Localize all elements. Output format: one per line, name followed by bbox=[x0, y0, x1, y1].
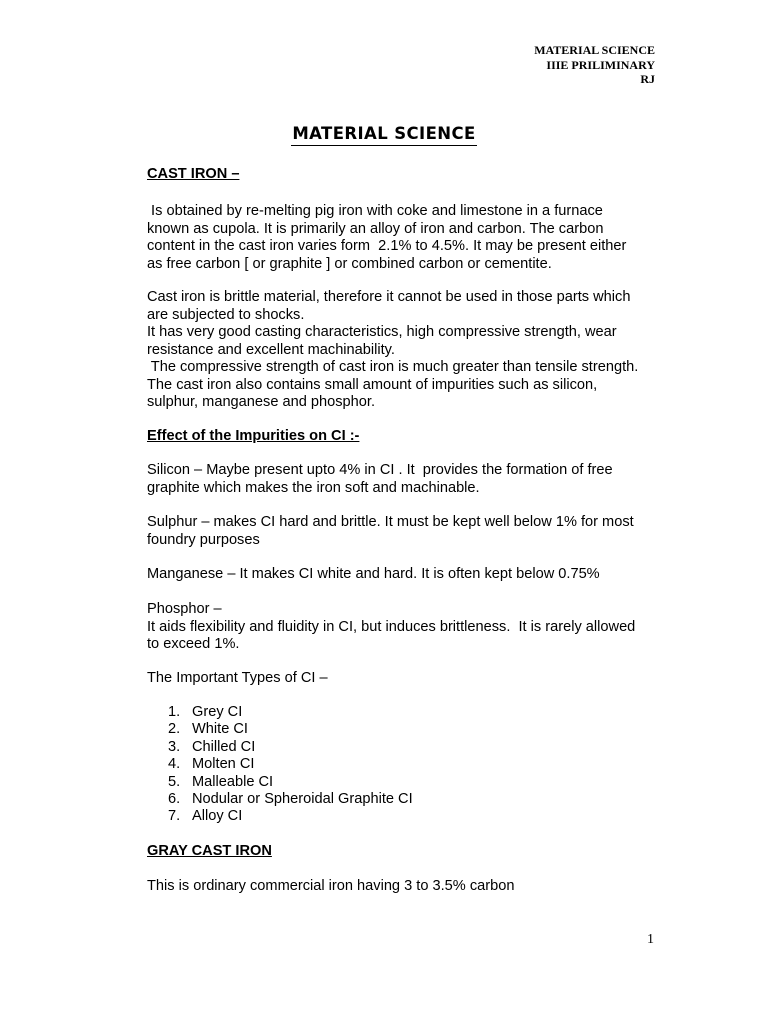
list-item-number: 5. bbox=[168, 773, 181, 790]
list-item-label: Malleable CI bbox=[192, 773, 274, 790]
types-list bbox=[168, 704, 413, 826]
header-line-3: RJ bbox=[640, 72, 655, 86]
intro-line-2: known as cupola. It is primarily an alloy of iron and carbon. The carbon bbox=[147, 220, 604, 237]
gray-cast-iron-heading: GRAY CAST IRON bbox=[147, 843, 272, 859]
list-item-label: White CI bbox=[192, 721, 248, 738]
list-item-number: 2. bbox=[168, 721, 181, 738]
gray-cast-iron-text: This is ordinary commercial iron having 3 to 3.5% carbon bbox=[147, 878, 515, 894]
page-title-text: MATERIAL SCIENCE bbox=[291, 124, 476, 146]
property-casting-line-1: It has very good casting characteristics, high compressive strength, wear bbox=[147, 324, 617, 340]
list-item bbox=[168, 756, 413, 773]
phosphor-title: Phosphor – bbox=[147, 601, 222, 617]
phosphor-line-1: It aids flexibility and fluidity in CI, but induces brittleness. It is rarely allowed bbox=[147, 618, 636, 635]
cast-iron-heading: CAST IRON – bbox=[147, 166, 240, 182]
list-item-number: 3. bbox=[168, 738, 181, 755]
page-title bbox=[0, 124, 768, 146]
intro-line-4: as free carbon [ or graphite ] or combined carbon or cementite. bbox=[147, 255, 552, 272]
manganese-paragraph: Manganese – It makes CI white and hard. It is often kept below 0.75% bbox=[147, 566, 600, 582]
property-casting-line-2: resistance and excellent machinability. bbox=[147, 341, 395, 358]
property-brittle-line-1: Cast iron is brittle material, therefore it cannot be used in those parts which bbox=[147, 289, 631, 305]
silicon-line-1: Silicon – Maybe present upto 4% in CI . It provides the formation of free bbox=[147, 462, 613, 478]
list-item-label: Grey CI bbox=[192, 704, 243, 720]
list-item-number: 6. bbox=[168, 791, 181, 808]
intro-line-1: Is obtained by re-melting pig iron with coke and limestone in a furnace bbox=[147, 203, 603, 219]
sulphur-paragraph bbox=[147, 514, 655, 549]
header-line-1: MATERIAL SCIENCE bbox=[534, 43, 655, 57]
list-item bbox=[168, 704, 413, 721]
sulphur-line-1: Sulphur – makes CI hard and brittle. It must be kept well below 1% for most bbox=[147, 514, 634, 530]
impurities-heading: Effect of the Impurities on CI :- bbox=[147, 428, 360, 444]
list-item bbox=[168, 721, 413, 738]
list-item bbox=[168, 808, 413, 825]
list-item-number: 1. bbox=[168, 704, 181, 720]
list-item bbox=[168, 791, 413, 808]
header-line-2: IIIE PRILIMINARY bbox=[546, 57, 655, 72]
list-item bbox=[168, 739, 413, 756]
phosphor-line-2: to exceed 1%. bbox=[147, 636, 240, 652]
list-item-label: Molten CI bbox=[192, 756, 255, 773]
list-item-number: 4. bbox=[168, 756, 181, 773]
silicon-paragraph bbox=[147, 462, 655, 497]
phosphor-paragraph bbox=[147, 601, 655, 654]
property-impurities-line-1: The cast iron also contains small amount of impurities such as silicon, bbox=[147, 376, 598, 393]
running-header bbox=[534, 43, 655, 87]
list-item bbox=[168, 774, 413, 791]
cast-iron-intro bbox=[147, 203, 655, 273]
property-compressive: The compressive strength of cast iron is much greater than tensile strength. bbox=[147, 359, 639, 375]
list-item-label: Nodular or Spheroidal Graphite CI bbox=[192, 791, 413, 808]
property-brittle-line-2: are subjected to shocks. bbox=[147, 306, 305, 323]
page-number: 1 bbox=[647, 932, 654, 947]
property-impurities-line-2: sulphur, manganese and phosphor. bbox=[147, 394, 375, 410]
list-item-label: Chilled CI bbox=[192, 738, 256, 755]
silicon-line-2: graphite which makes the iron soft and machinable. bbox=[147, 479, 480, 496]
list-item-label: Alloy CI bbox=[192, 808, 243, 825]
types-intro: The Important Types of CI – bbox=[147, 670, 328, 686]
intro-line-3: content in the cast iron varies form 2.1% to 4.5%. It may be present either bbox=[147, 238, 627, 254]
list-item-number: 7. bbox=[168, 808, 181, 825]
sulphur-line-2: foundry purposes bbox=[147, 531, 260, 548]
cast-iron-properties bbox=[147, 289, 655, 412]
